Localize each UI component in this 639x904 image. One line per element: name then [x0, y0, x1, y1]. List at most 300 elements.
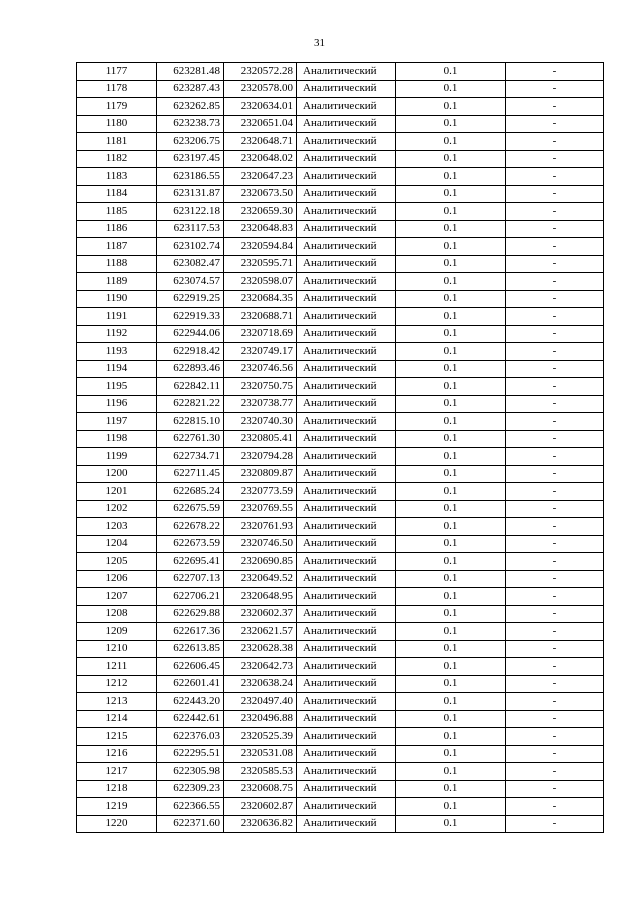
note-cell: -: [506, 430, 604, 448]
accuracy-cell: 0.1: [396, 553, 506, 571]
point-number-cell: 1219: [77, 798, 157, 816]
note-cell: -: [506, 360, 604, 378]
method-cell: Аналитический: [297, 570, 396, 588]
note-cell: -: [506, 150, 604, 168]
note-cell: -: [506, 815, 604, 833]
y-coordinate-cell: 2320634.01: [224, 98, 297, 116]
x-coordinate-cell: 623287.43: [157, 80, 224, 98]
note-cell: -: [506, 518, 604, 536]
table-row: [77, 780, 604, 798]
method-cell: Аналитический: [297, 360, 396, 378]
note-cell: -: [506, 780, 604, 798]
note-cell: -: [506, 290, 604, 308]
x-coordinate-cell: 622707.13: [157, 570, 224, 588]
accuracy-cell: 0.1: [396, 325, 506, 343]
accuracy-cell: 0.1: [396, 623, 506, 641]
note-cell: -: [506, 465, 604, 483]
method-cell: Аналитический: [297, 133, 396, 151]
table-row: [77, 98, 604, 116]
method-cell: Аналитический: [297, 150, 396, 168]
accuracy-cell: 0.1: [396, 500, 506, 518]
table-row: [77, 798, 604, 816]
x-coordinate-cell: 623074.57: [157, 273, 224, 291]
accuracy-cell: 0.1: [396, 308, 506, 326]
y-coordinate-cell: 2320638.24: [224, 675, 297, 693]
point-number-cell: 1179: [77, 98, 157, 116]
note-cell: -: [506, 500, 604, 518]
table-row: [77, 115, 604, 133]
y-coordinate-cell: 2320738.77: [224, 395, 297, 413]
y-coordinate-cell: 2320740.30: [224, 413, 297, 431]
note-cell: -: [506, 553, 604, 571]
point-number-cell: 1177: [77, 63, 157, 81]
x-coordinate-cell: 622673.59: [157, 535, 224, 553]
x-coordinate-cell: 622295.51: [157, 745, 224, 763]
accuracy-cell: 0.1: [396, 378, 506, 396]
accuracy-cell: 0.1: [396, 815, 506, 833]
table-row: [77, 413, 604, 431]
point-number-cell: 1195: [77, 378, 157, 396]
x-coordinate-cell: 622305.98: [157, 763, 224, 781]
table-row: [77, 343, 604, 361]
y-coordinate-cell: 2320636.82: [224, 815, 297, 833]
y-coordinate-cell: 2320595.71: [224, 255, 297, 273]
y-coordinate-cell: 2320531.08: [224, 745, 297, 763]
point-number-cell: 1207: [77, 588, 157, 606]
point-number-cell: 1193: [77, 343, 157, 361]
x-coordinate-cell: 622442.61: [157, 710, 224, 728]
x-coordinate-cell: 622629.88: [157, 605, 224, 623]
table-row: [77, 745, 604, 763]
note-cell: -: [506, 640, 604, 658]
point-number-cell: 1197: [77, 413, 157, 431]
table-row: [77, 133, 604, 151]
x-coordinate-cell: 622613.85: [157, 640, 224, 658]
method-cell: Аналитический: [297, 290, 396, 308]
y-coordinate-cell: 2320648.02: [224, 150, 297, 168]
point-number-cell: 1200: [77, 465, 157, 483]
method-cell: Аналитический: [297, 255, 396, 273]
accuracy-cell: 0.1: [396, 360, 506, 378]
coordinates-table: [76, 62, 604, 833]
accuracy-cell: 0.1: [396, 203, 506, 221]
point-number-cell: 1184: [77, 185, 157, 203]
point-number-cell: 1220: [77, 815, 157, 833]
accuracy-cell: 0.1: [396, 290, 506, 308]
method-cell: Аналитический: [297, 518, 396, 536]
method-cell: Аналитический: [297, 798, 396, 816]
method-cell: Аналитический: [297, 640, 396, 658]
method-cell: Аналитический: [297, 168, 396, 186]
method-cell: Аналитический: [297, 203, 396, 221]
y-coordinate-cell: 2320673.50: [224, 185, 297, 203]
point-number-cell: 1181: [77, 133, 157, 151]
y-coordinate-cell: 2320497.40: [224, 693, 297, 711]
x-coordinate-cell: 622678.22: [157, 518, 224, 536]
accuracy-cell: 0.1: [396, 168, 506, 186]
x-coordinate-cell: 622734.71: [157, 448, 224, 466]
x-coordinate-cell: 622601.41: [157, 675, 224, 693]
accuracy-cell: 0.1: [396, 115, 506, 133]
method-cell: Аналитический: [297, 658, 396, 676]
method-cell: Аналитический: [297, 308, 396, 326]
table-row: [77, 763, 604, 781]
note-cell: -: [506, 483, 604, 501]
accuracy-cell: 0.1: [396, 745, 506, 763]
point-number-cell: 1191: [77, 308, 157, 326]
method-cell: Аналитический: [297, 80, 396, 98]
x-coordinate-cell: 622685.24: [157, 483, 224, 501]
point-number-cell: 1178: [77, 80, 157, 98]
note-cell: -: [506, 203, 604, 221]
y-coordinate-cell: 2320648.71: [224, 133, 297, 151]
note-cell: -: [506, 448, 604, 466]
accuracy-cell: 0.1: [396, 570, 506, 588]
point-number-cell: 1180: [77, 115, 157, 133]
note-cell: -: [506, 255, 604, 273]
y-coordinate-cell: 2320809.87: [224, 465, 297, 483]
table-row: [77, 518, 604, 536]
x-coordinate-cell: 623082.47: [157, 255, 224, 273]
y-coordinate-cell: 2320688.71: [224, 308, 297, 326]
y-coordinate-cell: 2320621.57: [224, 623, 297, 641]
x-coordinate-cell: 623102.74: [157, 238, 224, 256]
x-coordinate-cell: 623131.87: [157, 185, 224, 203]
method-cell: Аналитический: [297, 500, 396, 518]
y-coordinate-cell: 2320602.87: [224, 798, 297, 816]
y-coordinate-cell: 2320594.84: [224, 238, 297, 256]
method-cell: Аналитический: [297, 815, 396, 833]
y-coordinate-cell: 2320746.56: [224, 360, 297, 378]
x-coordinate-cell: 623186.55: [157, 168, 224, 186]
table-row: [77, 273, 604, 291]
point-number-cell: 1205: [77, 553, 157, 571]
y-coordinate-cell: 2320794.28: [224, 448, 297, 466]
x-coordinate-cell: 622675.59: [157, 500, 224, 518]
note-cell: -: [506, 413, 604, 431]
accuracy-cell: 0.1: [396, 343, 506, 361]
accuracy-cell: 0.1: [396, 518, 506, 536]
accuracy-cell: 0.1: [396, 658, 506, 676]
accuracy-cell: 0.1: [396, 763, 506, 781]
method-cell: Аналитический: [297, 343, 396, 361]
x-coordinate-cell: 623206.75: [157, 133, 224, 151]
x-coordinate-cell: 623262.85: [157, 98, 224, 116]
point-number-cell: 1215: [77, 728, 157, 746]
accuracy-cell: 0.1: [396, 238, 506, 256]
point-number-cell: 1211: [77, 658, 157, 676]
accuracy-cell: 0.1: [396, 605, 506, 623]
table-row: [77, 203, 604, 221]
point-number-cell: 1183: [77, 168, 157, 186]
note-cell: -: [506, 623, 604, 641]
x-coordinate-cell: 622376.03: [157, 728, 224, 746]
method-cell: Аналитический: [297, 115, 396, 133]
point-number-cell: 1216: [77, 745, 157, 763]
accuracy-cell: 0.1: [396, 465, 506, 483]
table-row: [77, 483, 604, 501]
accuracy-cell: 0.1: [396, 133, 506, 151]
method-cell: Аналитический: [297, 185, 396, 203]
y-coordinate-cell: 2320690.85: [224, 553, 297, 571]
y-coordinate-cell: 2320649.52: [224, 570, 297, 588]
point-number-cell: 1213: [77, 693, 157, 711]
accuracy-cell: 0.1: [396, 98, 506, 116]
y-coordinate-cell: 2320651.04: [224, 115, 297, 133]
method-cell: Аналитический: [297, 98, 396, 116]
method-cell: Аналитический: [297, 745, 396, 763]
method-cell: Аналитический: [297, 448, 396, 466]
y-coordinate-cell: 2320746.50: [224, 535, 297, 553]
y-coordinate-cell: 2320642.73: [224, 658, 297, 676]
point-number-cell: 1182: [77, 150, 157, 168]
table-row: [77, 360, 604, 378]
point-number-cell: 1203: [77, 518, 157, 536]
y-coordinate-cell: 2320805.41: [224, 430, 297, 448]
accuracy-cell: 0.1: [396, 185, 506, 203]
method-cell: Аналитический: [297, 728, 396, 746]
x-coordinate-cell: 623122.18: [157, 203, 224, 221]
y-coordinate-cell: 2320769.55: [224, 500, 297, 518]
point-number-cell: 1217: [77, 763, 157, 781]
note-cell: -: [506, 675, 604, 693]
note-cell: -: [506, 588, 604, 606]
method-cell: Аналитический: [297, 553, 396, 571]
x-coordinate-cell: 622918.42: [157, 343, 224, 361]
y-coordinate-cell: 2320718.69: [224, 325, 297, 343]
y-coordinate-cell: 2320496.88: [224, 710, 297, 728]
note-cell: -: [506, 710, 604, 728]
point-number-cell: 1192: [77, 325, 157, 343]
note-cell: -: [506, 395, 604, 413]
point-number-cell: 1208: [77, 605, 157, 623]
table-row: [77, 500, 604, 518]
y-coordinate-cell: 2320585.53: [224, 763, 297, 781]
accuracy-cell: 0.1: [396, 483, 506, 501]
table-row: [77, 395, 604, 413]
table-row: [77, 185, 604, 203]
table-row: [77, 63, 604, 81]
note-cell: -: [506, 343, 604, 361]
x-coordinate-cell: 622821.22: [157, 395, 224, 413]
note-cell: -: [506, 168, 604, 186]
accuracy-cell: 0.1: [396, 220, 506, 238]
note-cell: -: [506, 80, 604, 98]
x-coordinate-cell: 622443.20: [157, 693, 224, 711]
x-coordinate-cell: 622944.06: [157, 325, 224, 343]
y-coordinate-cell: 2320648.95: [224, 588, 297, 606]
point-number-cell: 1188: [77, 255, 157, 273]
note-cell: -: [506, 535, 604, 553]
point-number-cell: 1210: [77, 640, 157, 658]
accuracy-cell: 0.1: [396, 395, 506, 413]
method-cell: Аналитический: [297, 763, 396, 781]
x-coordinate-cell: 623117.53: [157, 220, 224, 238]
accuracy-cell: 0.1: [396, 675, 506, 693]
note-cell: -: [506, 798, 604, 816]
table-row: [77, 658, 604, 676]
x-coordinate-cell: 622893.46: [157, 360, 224, 378]
x-coordinate-cell: 622842.11: [157, 378, 224, 396]
method-cell: Аналитический: [297, 465, 396, 483]
point-number-cell: 1202: [77, 500, 157, 518]
y-coordinate-cell: 2320628.38: [224, 640, 297, 658]
x-coordinate-cell: 622815.10: [157, 413, 224, 431]
y-coordinate-cell: 2320647.23: [224, 168, 297, 186]
method-cell: Аналитический: [297, 483, 396, 501]
note-cell: -: [506, 570, 604, 588]
accuracy-cell: 0.1: [396, 728, 506, 746]
table-row: [77, 378, 604, 396]
table-row: [77, 238, 604, 256]
x-coordinate-cell: 622711.45: [157, 465, 224, 483]
note-cell: -: [506, 238, 604, 256]
table-body: [77, 63, 604, 833]
point-number-cell: 1185: [77, 203, 157, 221]
x-coordinate-cell: 622606.45: [157, 658, 224, 676]
point-number-cell: 1201: [77, 483, 157, 501]
table-row: [77, 430, 604, 448]
accuracy-cell: 0.1: [396, 255, 506, 273]
y-coordinate-cell: 2320648.83: [224, 220, 297, 238]
table-row: [77, 255, 604, 273]
y-coordinate-cell: 2320750.75: [224, 378, 297, 396]
method-cell: Аналитический: [297, 430, 396, 448]
x-coordinate-cell: 622919.25: [157, 290, 224, 308]
table-row: [77, 168, 604, 186]
note-cell: -: [506, 693, 604, 711]
point-number-cell: 1204: [77, 535, 157, 553]
method-cell: Аналитический: [297, 378, 396, 396]
point-number-cell: 1196: [77, 395, 157, 413]
table-row: [77, 325, 604, 343]
table-row: [77, 553, 604, 571]
x-coordinate-cell: 622371.60: [157, 815, 224, 833]
point-number-cell: 1189: [77, 273, 157, 291]
y-coordinate-cell: 2320761.93: [224, 518, 297, 536]
note-cell: -: [506, 185, 604, 203]
table-row: [77, 588, 604, 606]
method-cell: Аналитический: [297, 63, 396, 81]
note-cell: -: [506, 220, 604, 238]
point-number-cell: 1218: [77, 780, 157, 798]
y-coordinate-cell: 2320572.28: [224, 63, 297, 81]
point-number-cell: 1199: [77, 448, 157, 466]
x-coordinate-cell: 622309.23: [157, 780, 224, 798]
x-coordinate-cell: 623197.45: [157, 150, 224, 168]
method-cell: Аналитический: [297, 535, 396, 553]
x-coordinate-cell: 623238.73: [157, 115, 224, 133]
note-cell: -: [506, 658, 604, 676]
point-number-cell: 1187: [77, 238, 157, 256]
note-cell: -: [506, 98, 604, 116]
point-number-cell: 1194: [77, 360, 157, 378]
accuracy-cell: 0.1: [396, 780, 506, 798]
method-cell: Аналитический: [297, 623, 396, 641]
table-row: [77, 150, 604, 168]
method-cell: Аналитический: [297, 395, 396, 413]
table-row: [77, 220, 604, 238]
accuracy-cell: 0.1: [396, 535, 506, 553]
table-row: [77, 710, 604, 728]
table-row: [77, 640, 604, 658]
method-cell: Аналитический: [297, 273, 396, 291]
y-coordinate-cell: 2320608.75: [224, 780, 297, 798]
point-number-cell: 1190: [77, 290, 157, 308]
accuracy-cell: 0.1: [396, 413, 506, 431]
accuracy-cell: 0.1: [396, 798, 506, 816]
y-coordinate-cell: 2320659.30: [224, 203, 297, 221]
x-coordinate-cell: 622706.21: [157, 588, 224, 606]
accuracy-cell: 0.1: [396, 63, 506, 81]
note-cell: -: [506, 763, 604, 781]
x-coordinate-cell: 622617.36: [157, 623, 224, 641]
method-cell: Аналитический: [297, 220, 396, 238]
note-cell: -: [506, 273, 604, 291]
y-coordinate-cell: 2320602.37: [224, 605, 297, 623]
accuracy-cell: 0.1: [396, 640, 506, 658]
note-cell: -: [506, 115, 604, 133]
note-cell: -: [506, 728, 604, 746]
note-cell: -: [506, 605, 604, 623]
table-row: [77, 465, 604, 483]
table-row: [77, 623, 604, 641]
point-number-cell: 1212: [77, 675, 157, 693]
method-cell: Аналитический: [297, 780, 396, 798]
accuracy-cell: 0.1: [396, 693, 506, 711]
table-row: [77, 728, 604, 746]
table-row: [77, 693, 604, 711]
accuracy-cell: 0.1: [396, 448, 506, 466]
table-row: [77, 308, 604, 326]
y-coordinate-cell: 2320684.35: [224, 290, 297, 308]
method-cell: Аналитический: [297, 710, 396, 728]
point-number-cell: 1206: [77, 570, 157, 588]
x-coordinate-cell: 623281.48: [157, 63, 224, 81]
table-row: [77, 675, 604, 693]
note-cell: -: [506, 308, 604, 326]
y-coordinate-cell: 2320749.17: [224, 343, 297, 361]
accuracy-cell: 0.1: [396, 150, 506, 168]
y-coordinate-cell: 2320578.00: [224, 80, 297, 98]
note-cell: -: [506, 378, 604, 396]
note-cell: -: [506, 745, 604, 763]
x-coordinate-cell: 622761.30: [157, 430, 224, 448]
note-cell: -: [506, 63, 604, 81]
note-cell: -: [506, 133, 604, 151]
table-row: [77, 448, 604, 466]
method-cell: Аналитический: [297, 238, 396, 256]
page-number: 31: [314, 37, 325, 49]
x-coordinate-cell: 622919.33: [157, 308, 224, 326]
note-cell: -: [506, 325, 604, 343]
method-cell: Аналитический: [297, 693, 396, 711]
y-coordinate-cell: 2320525.39: [224, 728, 297, 746]
x-coordinate-cell: 622366.55: [157, 798, 224, 816]
method-cell: Аналитический: [297, 413, 396, 431]
accuracy-cell: 0.1: [396, 273, 506, 291]
y-coordinate-cell: 2320773.59: [224, 483, 297, 501]
accuracy-cell: 0.1: [396, 710, 506, 728]
y-coordinate-cell: 2320598.07: [224, 273, 297, 291]
table-row: [77, 815, 604, 833]
x-coordinate-cell: 622695.41: [157, 553, 224, 571]
point-number-cell: 1209: [77, 623, 157, 641]
table-row: [77, 80, 604, 98]
table-row: [77, 535, 604, 553]
method-cell: Аналитический: [297, 588, 396, 606]
method-cell: Аналитический: [297, 675, 396, 693]
